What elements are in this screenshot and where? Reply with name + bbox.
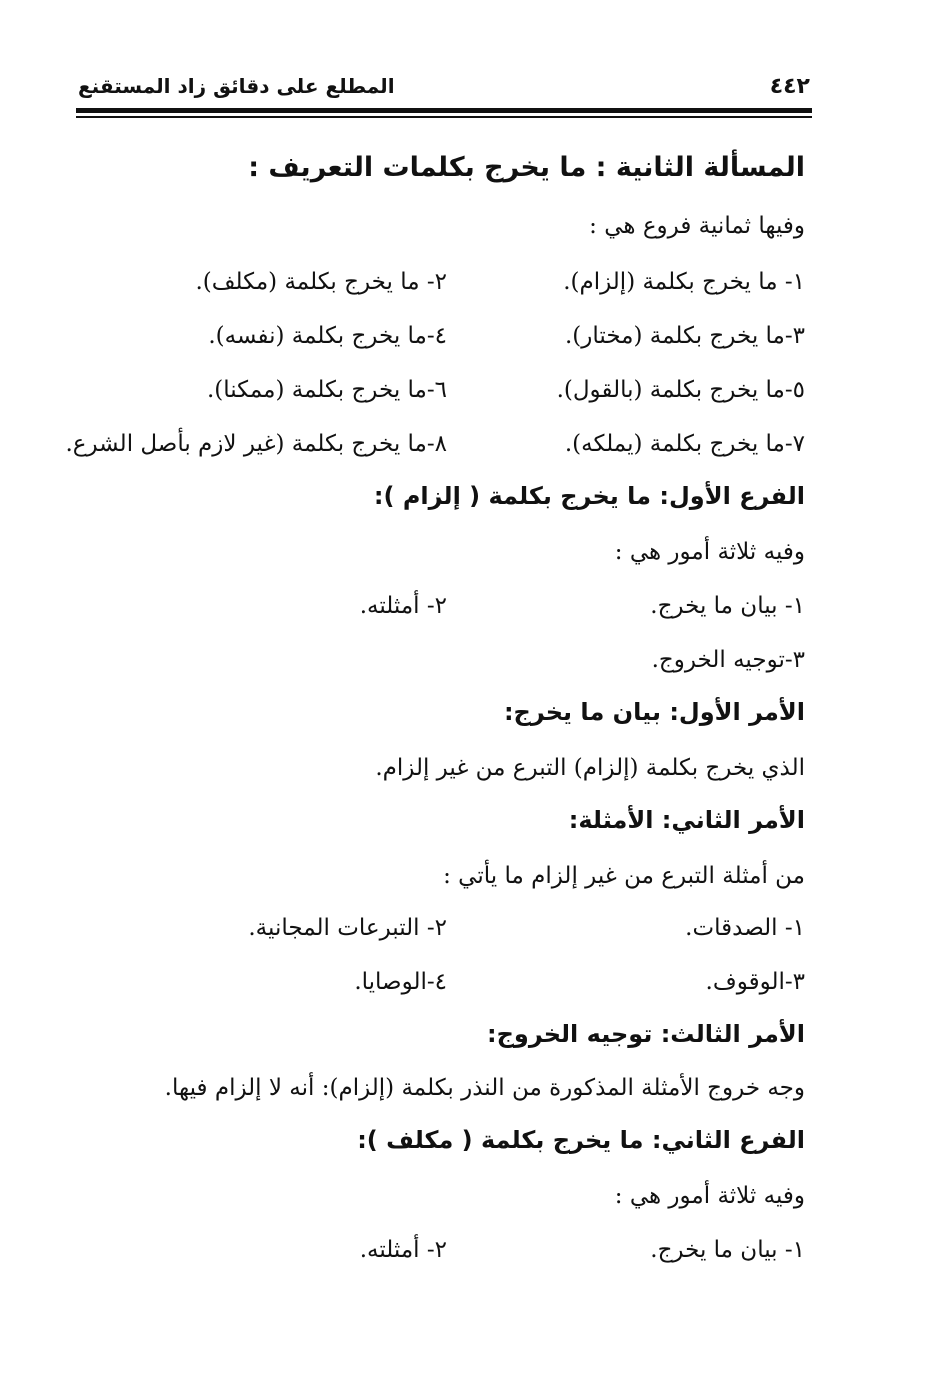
list-item: ٢- أمثلته.	[359, 1237, 447, 1263]
intro-furu: وفيها ثمانية فروع هي :	[589, 213, 805, 239]
branch-heading-1: الفرع الأول: ما يخرج بكلمة ( إلزام ):	[373, 482, 805, 510]
header-rule-thin	[76, 116, 812, 118]
list-item: ٨-ما يخرج بكلمة (غير لازم بأصل الشرع.	[65, 431, 447, 457]
list-item: ٣-توجيه الخروج.	[651, 647, 805, 673]
list-item: ١- بيان ما يخرج.	[650, 1237, 805, 1263]
list-item: ٢- ما يخرج بكلمة (مكلف).	[195, 269, 447, 295]
list-item: ١- بيان ما يخرج.	[650, 593, 805, 619]
branch-heading-2: الفرع الثاني: ما يخرج بكلمة ( مكلف ):	[357, 1126, 805, 1154]
list-item: ١- الصدقات.	[685, 915, 805, 941]
list-item: ٢- أمثلته.	[359, 593, 447, 619]
matter-text-1: الذي يخرج بكلمة (إلزام) التبرع من غير إلزام.	[375, 755, 805, 781]
matter-heading-3: الأمر الثالث: توجيه الخروج:	[487, 1020, 805, 1048]
list-item: ٦-ما يخرج بكلمة (ممكنا).	[206, 377, 447, 403]
matter-text-3: وجه خروج الأمثلة المذكورة من النذر بكلمة (إلزام): أنه لا إلزام فيها.	[164, 1075, 805, 1101]
page-header	[78, 70, 810, 102]
matter-heading-1: الأمر الأول: بيان ما يخرج:	[503, 698, 805, 726]
list-item: ٣-ما يخرج بكلمة (مختار).	[564, 323, 805, 349]
list-item: ٢- التبرعات المجانية.	[248, 915, 447, 941]
list-item: ٧-ما يخرج بكلمة (يملكه).	[564, 431, 805, 457]
intro-umur-1: وفيه ثلاثة أمور هي :	[614, 539, 805, 565]
list-item: ٣-الوقوف.	[705, 969, 805, 995]
matter-intro-2: من أمثلة التبرع من غير إلزام ما يأتي :	[443, 863, 805, 889]
header-rule-thick	[76, 108, 812, 113]
list-item: ٤-الوصايا.	[354, 969, 447, 995]
matter-heading-2: الأمر الثاني: الأمثلة:	[568, 806, 805, 834]
list-item: ٤-ما يخرج بكلمة (نفسه).	[208, 323, 447, 349]
list-item: ٥-ما يخرج بكلمة (بالقول).	[556, 377, 805, 403]
intro-umur-2: وفيه ثلاثة أمور هي :	[614, 1183, 805, 1209]
section-heading-masala: المسألة الثانية : ما يخرج بكلمات التعريف :	[248, 152, 805, 183]
list-item: ١- ما يخرج بكلمة (إلزام).	[563, 269, 805, 295]
page-number: ٤٤٢	[769, 74, 810, 99]
running-title: المطلع على دقائق زاد المستقنع	[78, 74, 395, 98]
